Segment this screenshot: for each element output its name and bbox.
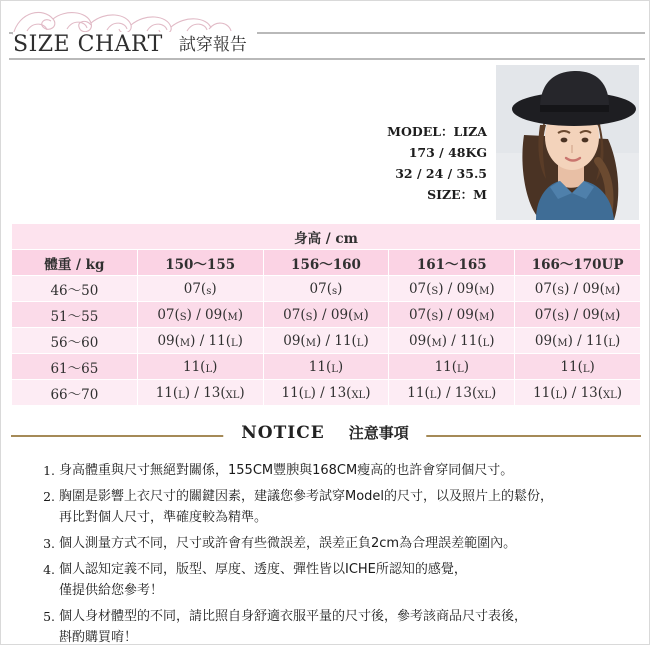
size-cell: 11(L) / 13(XL) <box>389 380 515 406</box>
list-item-number: 4. <box>43 562 55 577</box>
size-cell: 07(S) / 09(M) <box>515 302 641 328</box>
list-item-line: 再比對個人尺寸，準確度較為精準。 <box>59 510 268 525</box>
list-item-number: 2. <box>43 489 55 504</box>
list-item-line: 個人測量方式不同，尺寸或許會有些微誤差，誤差正負2cm為合理誤差範圍內。 <box>59 536 517 551</box>
list-item <box>31 559 631 601</box>
list-item-text <box>59 559 631 601</box>
size-cell: 11(L) / 13(XL) <box>263 380 389 406</box>
model-height-weight: 173 / 48KG <box>408 145 487 160</box>
size-cell: 11(L) <box>137 354 263 380</box>
size-cell: 07(S) / 09(M) <box>137 302 263 328</box>
notice-label-zh: 注意事項 <box>348 424 409 442</box>
table-row <box>12 354 641 380</box>
list-item-text <box>59 486 631 528</box>
page-title <box>13 32 257 58</box>
table-row <box>12 276 641 302</box>
model-photo <box>496 65 639 220</box>
notice-label-en: NOTICE <box>241 423 325 443</box>
weight-range-cell: 46～50 <box>12 276 138 302</box>
size-cell: 09(M) / 11(L) <box>137 328 263 354</box>
size-table <box>11 223 641 406</box>
list-item <box>31 533 631 554</box>
size-table-title: 身高 / cm <box>12 224 641 250</box>
table-row <box>12 328 641 354</box>
size-table-col-1: 156～160 <box>263 250 389 276</box>
page-header <box>1 1 649 63</box>
size-cell: 11(L) <box>515 354 641 380</box>
list-item-line: 胸圍是影響上衣尺寸的關鍵因素，建議您參考試穿Model的尺寸，以及照片上的鬆份， <box>59 489 554 504</box>
list-item-text <box>59 606 631 648</box>
list-item-line: 個人身材體型的不同，請比照自身舒適衣服平量的尺寸後，參考該商品尺寸表後， <box>59 609 528 624</box>
size-table-corner-label: 體重 / kg <box>12 250 138 276</box>
list-item <box>31 486 631 528</box>
model-specs <box>237 121 487 205</box>
list-item <box>31 606 631 648</box>
weight-range-cell: 51～55 <box>12 302 138 328</box>
size-table-header-row <box>12 250 641 276</box>
list-item-line: 個人認知定義不同，版型、厚度、透度、彈性皆以ICHE所認知的感覺， <box>59 562 467 577</box>
weight-range-cell: 61～65 <box>12 354 138 380</box>
size-cell: 07(s) <box>263 276 389 302</box>
size-cell: 11(L) / 13(XL) <box>515 380 641 406</box>
list-item-text <box>59 533 631 554</box>
size-table-col-2: 161～165 <box>389 250 515 276</box>
size-table-col-0: 150～155 <box>137 250 263 276</box>
table-row <box>12 380 641 406</box>
list-item-number: 1. <box>43 463 55 478</box>
list-item-text <box>59 460 631 481</box>
size-cell: 07(S) / 09(M) <box>515 276 641 302</box>
page-title-zh: 試穿報告 <box>178 34 247 55</box>
list-item-number: 5. <box>43 609 55 624</box>
model-measurements: 32 / 24 / 35.5 <box>395 166 487 181</box>
size-cell: 09(M) / 11(L) <box>389 328 515 354</box>
size-cell: 11(L) <box>389 354 515 380</box>
size-cell: 11(L) / 13(XL) <box>137 380 263 406</box>
size-cell: 07(S) / 09(M) <box>263 302 389 328</box>
weight-range-cell: 66～70 <box>12 380 138 406</box>
list-item-line: 身高體重與尺寸無絕對關係，155CM豐腴與168CM瘦高的也許會穿同個尺寸。 <box>59 463 514 478</box>
table-row <box>12 302 641 328</box>
page-title-en: SIZE CHART <box>13 32 163 57</box>
notice-labels <box>223 422 426 443</box>
header-divider-bottom <box>9 58 645 60</box>
weight-range-cell: 56～60 <box>12 328 138 354</box>
size-cell: 09(M) / 11(L) <box>263 328 389 354</box>
notice-list <box>1 460 649 648</box>
model-name: MODEL：LIZA <box>387 124 487 139</box>
list-item-line: 斟酌購買唷！ <box>59 630 138 645</box>
size-cell: 07(S) / 09(M) <box>389 302 515 328</box>
notice-heading <box>1 418 649 454</box>
size-cell: 07(S) / 09(M) <box>389 276 515 302</box>
list-item-line: 僅提供給您參考！ <box>59 583 164 598</box>
size-cell: 09(M) / 11(L) <box>515 328 641 354</box>
list-item <box>31 460 631 481</box>
size-table-title-row <box>12 224 641 250</box>
size-table-body <box>12 224 641 406</box>
size-cell: 07(s) <box>137 276 263 302</box>
list-item-number: 3. <box>43 536 55 551</box>
size-table-wrap <box>11 223 639 406</box>
model-size: SIZE：M <box>427 187 487 202</box>
model-section <box>1 63 649 221</box>
size-table-col-3: 166～170UP <box>515 250 641 276</box>
size-cell: 11(L) <box>263 354 389 380</box>
